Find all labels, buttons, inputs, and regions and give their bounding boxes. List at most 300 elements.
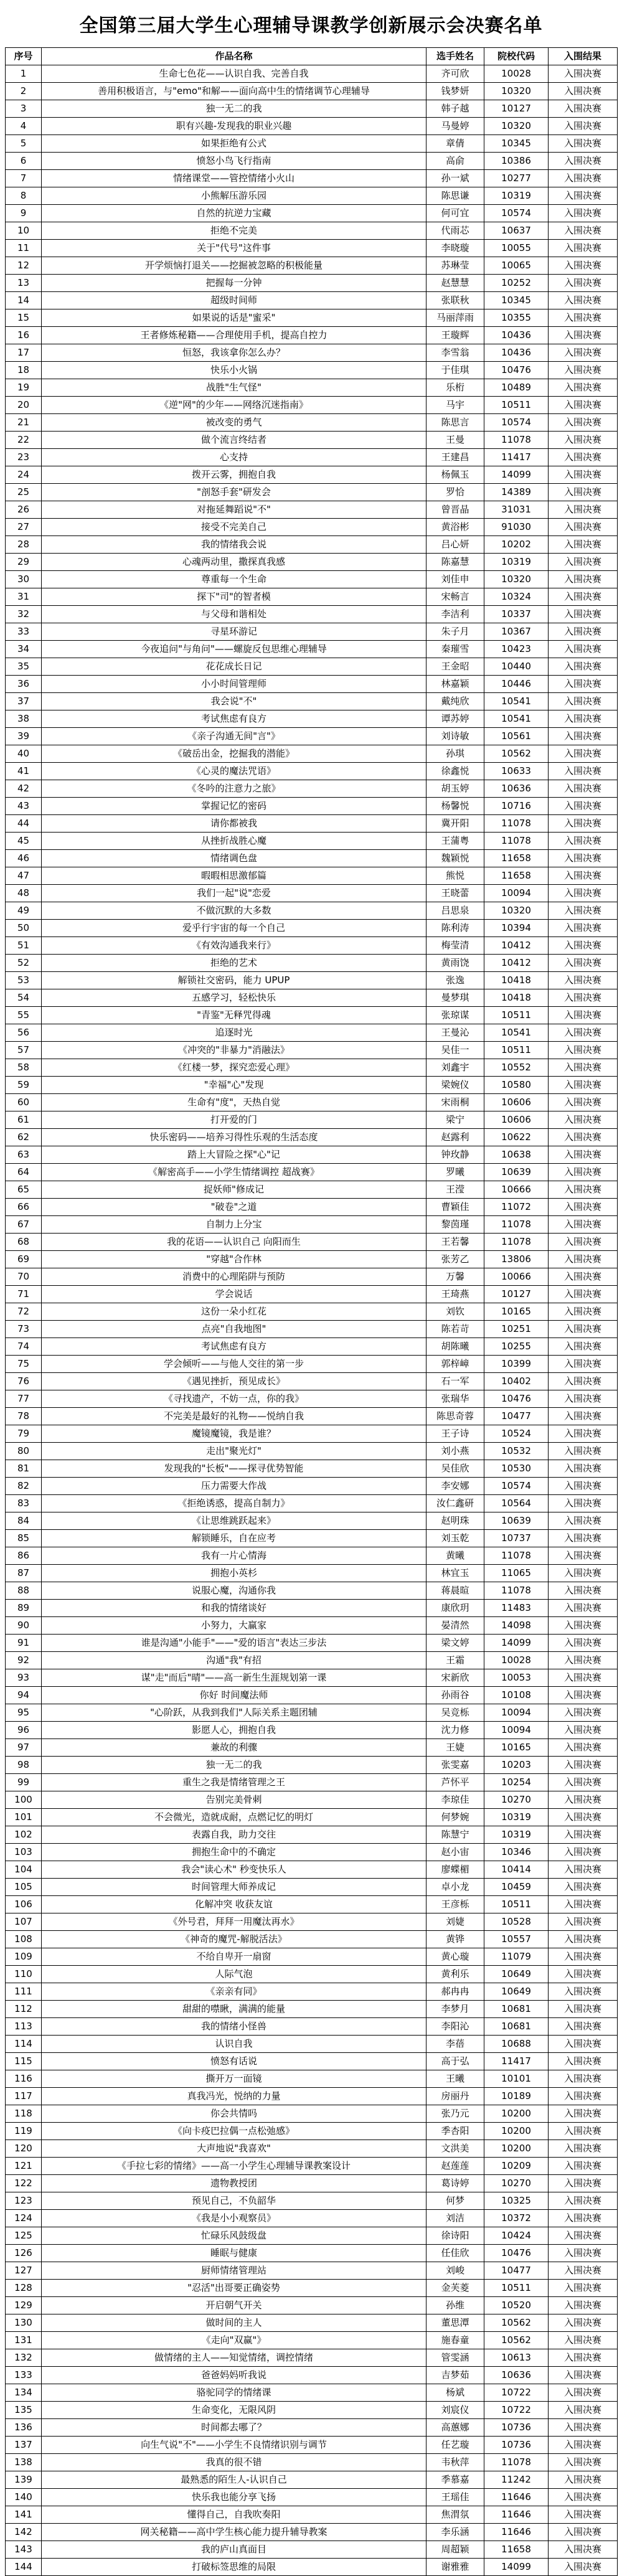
row-result: 入围决赛 bbox=[549, 1111, 618, 1129]
row-result: 入围决赛 bbox=[549, 2018, 618, 2036]
row-seq: 46 bbox=[6, 850, 42, 867]
row-result: 入围决赛 bbox=[549, 1565, 618, 1582]
table-row bbox=[6, 972, 618, 989]
row-seq: 134 bbox=[6, 2384, 42, 2402]
row-contestant: 王曼 bbox=[426, 432, 484, 449]
row-school-code: 10688 bbox=[484, 2036, 549, 2053]
row-work-title: 真我冯光，悦纳的力量 bbox=[42, 2088, 426, 2105]
row-work-title: 关于"代号"这件事 bbox=[42, 240, 426, 257]
row-school-code: 11078 bbox=[484, 2454, 549, 2471]
row-contestant: 吉梦茹 bbox=[426, 2367, 484, 2384]
row-contestant: 王曼沁 bbox=[426, 1024, 484, 1042]
row-school-code: 10736 bbox=[484, 2437, 549, 2454]
row-school-code: 11646 bbox=[484, 2489, 549, 2506]
row-work-title: 和我的情绪谈好 bbox=[42, 1600, 426, 1617]
row-school-code: 10270 bbox=[484, 1791, 549, 1809]
table-row bbox=[6, 658, 618, 676]
row-result: 入围决赛 bbox=[549, 2001, 618, 2018]
table-row bbox=[6, 1600, 618, 1617]
row-result: 入围决赛 bbox=[549, 2175, 618, 2192]
table-row bbox=[6, 2297, 618, 2314]
row-seq: 4 bbox=[6, 118, 42, 135]
row-school-code: 10200 bbox=[484, 2105, 549, 2123]
row-work-title: 爸爸妈妈听我说 bbox=[42, 2367, 426, 2384]
row-work-title: 寻星环游记 bbox=[42, 623, 426, 641]
row-work-title: 做时间的主人 bbox=[42, 2314, 426, 2332]
row-seq: 143 bbox=[6, 2541, 42, 2559]
table-row bbox=[6, 1181, 618, 1199]
row-contestant: 杨斌 bbox=[426, 2384, 484, 2402]
row-contestant: 孙雨谷 bbox=[426, 1687, 484, 1704]
row-seq: 126 bbox=[6, 2245, 42, 2262]
row-contestant: 张芳乙 bbox=[426, 1251, 484, 1268]
row-result: 入围决赛 bbox=[549, 484, 618, 501]
row-result: 入围决赛 bbox=[549, 2053, 618, 2070]
row-result: 入围决赛 bbox=[549, 554, 618, 571]
row-contestant: 宋新欣 bbox=[426, 1669, 484, 1687]
row-result: 入围决赛 bbox=[549, 815, 618, 833]
row-contestant: 王子诗 bbox=[426, 1425, 484, 1443]
row-school-code: 13806 bbox=[484, 1251, 549, 1268]
table-row bbox=[6, 519, 618, 536]
row-seq: 53 bbox=[6, 972, 42, 989]
row-seq: 75 bbox=[6, 1356, 42, 1373]
table-row bbox=[6, 902, 618, 920]
row-school-code: 10511 bbox=[484, 1007, 549, 1024]
row-work-title: 接受不完美自己 bbox=[42, 519, 426, 536]
row-school-code: 10574 bbox=[484, 205, 549, 222]
row-result: 入围决赛 bbox=[549, 885, 618, 902]
row-work-title: 花花成长日记 bbox=[42, 658, 426, 676]
row-seq: 63 bbox=[6, 1146, 42, 1164]
row-contestant: 吴竞栎 bbox=[426, 1704, 484, 1722]
row-contestant: 王瑶佳 bbox=[426, 2489, 484, 2506]
table-row bbox=[6, 571, 618, 588]
row-result: 入围决赛 bbox=[549, 414, 618, 432]
row-contestant: 李乐涵 bbox=[426, 2524, 484, 2541]
row-seq: 130 bbox=[6, 2314, 42, 2332]
row-seq: 128 bbox=[6, 2280, 42, 2297]
table-row bbox=[6, 763, 618, 780]
row-contestant: 熊悦 bbox=[426, 867, 484, 885]
row-seq: 11 bbox=[6, 240, 42, 257]
row-result: 入围决赛 bbox=[549, 1373, 618, 1390]
row-work-title: 打破标签思维的局限 bbox=[42, 2559, 426, 2576]
row-contestant: 乐桁 bbox=[426, 379, 484, 397]
row-contestant: 王曦 bbox=[426, 2070, 484, 2088]
row-result: 入围决赛 bbox=[549, 2367, 618, 2384]
row-contestant: 任艺璇 bbox=[426, 2437, 484, 2454]
table-row bbox=[6, 850, 618, 867]
row-seq: 138 bbox=[6, 2454, 42, 2471]
row-school-code: 10636 bbox=[484, 2367, 549, 2384]
row-contestant: 林宜玉 bbox=[426, 1565, 484, 1582]
row-result: 入围决赛 bbox=[549, 1059, 618, 1077]
row-seq: 25 bbox=[6, 484, 42, 501]
row-seq: 90 bbox=[6, 1617, 42, 1635]
row-work-title: 自制力上分宝 bbox=[42, 1216, 426, 1234]
row-seq: 82 bbox=[6, 1478, 42, 1495]
row-contestant: 王建昌 bbox=[426, 449, 484, 466]
row-result: 入围决赛 bbox=[549, 867, 618, 885]
row-school-code: 10414 bbox=[484, 1861, 549, 1879]
row-work-title: 《冲突的"非暴力"消融法》 bbox=[42, 1042, 426, 1059]
row-seq: 71 bbox=[6, 1286, 42, 1303]
row-seq: 136 bbox=[6, 2419, 42, 2437]
row-work-title: 你会共情吗 bbox=[42, 2105, 426, 2123]
row-seq: 34 bbox=[6, 641, 42, 658]
row-result: 入围决赛 bbox=[549, 327, 618, 344]
row-contestant: 文洪美 bbox=[426, 2140, 484, 2158]
row-work-title: 魔镜魔镜，我是谁？ bbox=[42, 1425, 426, 1443]
table-row bbox=[6, 135, 618, 153]
row-school-code: 11078 bbox=[484, 815, 549, 833]
row-school-code: 10722 bbox=[484, 2384, 549, 2402]
row-contestant: 王琦燕 bbox=[426, 1286, 484, 1303]
row-seq: 124 bbox=[6, 2210, 42, 2227]
row-seq: 109 bbox=[6, 1948, 42, 1966]
row-seq: 92 bbox=[6, 1652, 42, 1669]
row-result: 入围决赛 bbox=[549, 1338, 618, 1356]
row-seq: 108 bbox=[6, 1931, 42, 1948]
row-seq: 57 bbox=[6, 1042, 42, 1059]
row-work-title: 预见自己，不负韶华 bbox=[42, 2192, 426, 2210]
row-work-title: 尊重每一个生命 bbox=[42, 571, 426, 588]
row-contestant: 王婕 bbox=[426, 1739, 484, 1757]
row-school-code: 10345 bbox=[484, 292, 549, 309]
row-school-code: 11242 bbox=[484, 2471, 549, 2489]
row-seq: 127 bbox=[6, 2262, 42, 2280]
row-seq: 142 bbox=[6, 2524, 42, 2541]
row-result: 入围决赛 bbox=[549, 710, 618, 728]
table-row bbox=[6, 2541, 618, 2559]
table-row bbox=[6, 1460, 618, 1478]
row-school-code: 10319 bbox=[484, 187, 549, 205]
table-row bbox=[6, 2140, 618, 2158]
row-result: 入围决赛 bbox=[549, 2070, 618, 2088]
row-result: 入围决赛 bbox=[549, 2227, 618, 2245]
table-row bbox=[6, 2367, 618, 2384]
row-seq: 20 bbox=[6, 397, 42, 414]
row-work-title: "心阶跃，从我到我们"人际关系主题团辅 bbox=[42, 1704, 426, 1722]
row-work-title: 《破岳出金，挖掘我的潜能》 bbox=[42, 745, 426, 763]
row-seq: 141 bbox=[6, 2506, 42, 2524]
row-result: 入围决赛 bbox=[549, 1216, 618, 1234]
table-row bbox=[6, 536, 618, 554]
row-result: 入围决赛 bbox=[549, 2349, 618, 2367]
table-row bbox=[6, 1582, 618, 1600]
table-row bbox=[6, 414, 618, 432]
table-row bbox=[6, 588, 618, 606]
row-school-code: 11417 bbox=[484, 2053, 549, 2070]
row-school-code: 10681 bbox=[484, 2001, 549, 2018]
row-contestant: 吴佳一 bbox=[426, 1042, 484, 1059]
table-row bbox=[6, 1425, 618, 1443]
row-work-title: 独一无二的我 bbox=[42, 1757, 426, 1774]
row-school-code: 10277 bbox=[484, 170, 549, 187]
row-school-code: 14098 bbox=[484, 1617, 549, 1635]
row-school-code: 10202 bbox=[484, 536, 549, 554]
row-school-code: 10324 bbox=[484, 588, 549, 606]
row-school-code: 10127 bbox=[484, 1286, 549, 1303]
row-school-code: 11483 bbox=[484, 1600, 549, 1617]
table-row bbox=[6, 1913, 618, 1931]
table-row bbox=[6, 728, 618, 745]
row-school-code: 10561 bbox=[484, 728, 549, 745]
table-row bbox=[6, 1704, 618, 1722]
row-work-title: 探下"司"的智者模 bbox=[42, 588, 426, 606]
table-row bbox=[6, 2506, 618, 2524]
row-work-title: 打开爱的门 bbox=[42, 1111, 426, 1129]
row-school-code: 11658 bbox=[484, 867, 549, 885]
row-seq: 35 bbox=[6, 658, 42, 676]
row-result: 入围决赛 bbox=[549, 1948, 618, 1966]
row-contestant: 曼梦琪 bbox=[426, 989, 484, 1007]
row-school-code: 10319 bbox=[484, 554, 549, 571]
row-work-title: 不给自卑开一扇窗 bbox=[42, 1948, 426, 1966]
row-contestant: 张联秋 bbox=[426, 292, 484, 309]
row-work-title: 我会"读心术" 秒变快乐人 bbox=[42, 1861, 426, 1879]
row-result: 入围决赛 bbox=[549, 2471, 618, 2489]
row-school-code: 11079 bbox=[484, 1948, 549, 1966]
row-school-code: 10681 bbox=[484, 2018, 549, 2036]
row-school-code: 10394 bbox=[484, 920, 549, 937]
row-work-title: 说服心魔，沟通你我 bbox=[42, 1582, 426, 1600]
row-result: 入围决赛 bbox=[549, 1390, 618, 1408]
row-school-code: 10209 bbox=[484, 2158, 549, 2175]
row-school-code: 10355 bbox=[484, 309, 549, 327]
row-school-code: 10066 bbox=[484, 1268, 549, 1286]
row-school-code: 10532 bbox=[484, 1443, 549, 1460]
row-result: 入围决赛 bbox=[549, 344, 618, 362]
table-row bbox=[6, 2070, 618, 2088]
table-row bbox=[6, 1338, 618, 1356]
table-row bbox=[6, 1791, 618, 1809]
row-work-title: 《拒绝诱惑，提高自制力》 bbox=[42, 1495, 426, 1512]
row-seq: 17 bbox=[6, 344, 42, 362]
row-school-code: 10200 bbox=[484, 2123, 549, 2140]
row-result: 入围决赛 bbox=[549, 1478, 618, 1495]
row-work-title: 点亮"自我地图" bbox=[42, 1321, 426, 1338]
row-work-title: 影愿人心，拥抱自我 bbox=[42, 1722, 426, 1739]
table-row bbox=[6, 2559, 618, 2576]
table-row bbox=[6, 2402, 618, 2419]
row-work-title: 化解冲突 收获友谊 bbox=[42, 1896, 426, 1913]
row-result: 入围决赛 bbox=[549, 1617, 618, 1635]
row-work-title: 你好 时间魔法师 bbox=[42, 1687, 426, 1704]
row-result: 入围决赛 bbox=[549, 2314, 618, 2332]
row-school-code: 10319 bbox=[484, 1826, 549, 1844]
row-seq: 96 bbox=[6, 1722, 42, 1739]
table-row bbox=[6, 989, 618, 1007]
row-contestant: 董思潭 bbox=[426, 2314, 484, 2332]
row-seq: 29 bbox=[6, 554, 42, 571]
row-school-code: 10203 bbox=[484, 1757, 549, 1774]
row-contestant: 谭苏婷 bbox=[426, 710, 484, 728]
row-contestant: 钟玫静 bbox=[426, 1146, 484, 1164]
row-contestant: 吕心妍 bbox=[426, 536, 484, 554]
row-contestant: 季慕嘉 bbox=[426, 2471, 484, 2489]
row-result: 入围决赛 bbox=[549, 1861, 618, 1879]
row-seq: 107 bbox=[6, 1913, 42, 1931]
row-seq: 121 bbox=[6, 2158, 42, 2175]
row-contestant: 刘婕 bbox=[426, 1913, 484, 1931]
row-work-title: 愤怒小鸟飞行指南 bbox=[42, 153, 426, 170]
table-row bbox=[6, 885, 618, 902]
row-work-title: 生命七色花——认识自我、完善自我 bbox=[42, 65, 426, 83]
row-work-title: "剖怒手套"研发会 bbox=[42, 484, 426, 501]
row-result: 入围决赛 bbox=[549, 989, 618, 1007]
row-work-title: "忍活"出哥要正确姿势 bbox=[42, 2280, 426, 2297]
row-contestant: 苏琳莹 bbox=[426, 257, 484, 275]
row-work-title: 心支持 bbox=[42, 449, 426, 466]
row-contestant: 刘诗敏 bbox=[426, 728, 484, 745]
row-contestant: 罗曦 bbox=[426, 1164, 484, 1181]
row-result: 入围决赛 bbox=[549, 1652, 618, 1669]
row-school-code: 10476 bbox=[484, 2245, 549, 2262]
row-seq: 52 bbox=[6, 955, 42, 972]
row-contestant: 何梦 bbox=[426, 2192, 484, 2210]
row-contestant: 戴纯欣 bbox=[426, 693, 484, 710]
row-work-title: 认识自我 bbox=[42, 2036, 426, 2053]
row-work-title: 职有兴趣-发现我的职业兴趣 bbox=[42, 118, 426, 135]
row-work-title: 我会说"不" bbox=[42, 693, 426, 710]
row-result: 入围决赛 bbox=[549, 2210, 618, 2227]
row-result: 入围决赛 bbox=[549, 222, 618, 240]
row-seq: 93 bbox=[6, 1669, 42, 1687]
row-work-title: 《手拉七彩的情绪》——高一小学生心理辅导课教案设计 bbox=[42, 2158, 426, 2175]
row-seq: 54 bbox=[6, 989, 42, 1007]
row-school-code: 10564 bbox=[484, 1495, 549, 1512]
row-school-code: 10418 bbox=[484, 972, 549, 989]
row-work-title: 考试焦虑有良方 bbox=[42, 710, 426, 728]
row-work-title: 对拖延舞蹈说"不" bbox=[42, 501, 426, 519]
row-seq: 110 bbox=[6, 1966, 42, 1983]
row-work-title: 战胜"生气怪" bbox=[42, 379, 426, 397]
row-result: 入围决赛 bbox=[549, 972, 618, 989]
row-work-title: 王者修炼秘籍——合理使用手机，提高自控力 bbox=[42, 327, 426, 344]
row-school-code: 91030 bbox=[484, 519, 549, 536]
row-result: 入围决赛 bbox=[549, 902, 618, 920]
row-contestant: 黄曦 bbox=[426, 1547, 484, 1565]
row-seq: 104 bbox=[6, 1861, 42, 1879]
row-contestant: 周超颖 bbox=[426, 2541, 484, 2559]
row-school-code: 10346 bbox=[484, 1844, 549, 1861]
table-row bbox=[6, 1373, 618, 1390]
row-contestant: 杨馨悦 bbox=[426, 798, 484, 815]
row-work-title: 如果说的话是"蜜采" bbox=[42, 309, 426, 327]
table-row bbox=[6, 1669, 618, 1687]
row-school-code: 10477 bbox=[484, 2262, 549, 2280]
row-work-title: 拒绝不完美 bbox=[42, 222, 426, 240]
row-result: 入围决赛 bbox=[549, 2280, 618, 2297]
row-result: 入围决赛 bbox=[549, 1181, 618, 1199]
table-row bbox=[6, 1286, 618, 1303]
table-row bbox=[6, 100, 618, 118]
table-row bbox=[6, 118, 618, 135]
row-seq: 49 bbox=[6, 902, 42, 920]
table-header-row bbox=[6, 48, 618, 65]
row-school-code: 10418 bbox=[484, 989, 549, 1007]
table-row bbox=[6, 170, 618, 187]
row-result: 入围决赛 bbox=[549, 257, 618, 275]
row-result: 入围决赛 bbox=[549, 833, 618, 850]
table-row bbox=[6, 2384, 618, 2402]
row-seq: 58 bbox=[6, 1059, 42, 1077]
table-row bbox=[6, 466, 618, 484]
row-contestant: 刘洁 bbox=[426, 2210, 484, 2227]
row-work-title: 《神奇的魔咒-解脱活法》 bbox=[42, 1931, 426, 1948]
row-school-code: 10386 bbox=[484, 153, 549, 170]
row-school-code: 10606 bbox=[484, 1111, 549, 1129]
row-result: 入围决赛 bbox=[549, 1913, 618, 1931]
table-row bbox=[6, 2123, 618, 2140]
row-work-title: 被改变的勇气 bbox=[42, 414, 426, 432]
row-result: 入围决赛 bbox=[549, 2262, 618, 2280]
table-row bbox=[6, 1268, 618, 1286]
row-result: 入围决赛 bbox=[549, 1146, 618, 1164]
row-result: 入围决赛 bbox=[549, 920, 618, 937]
row-seq: 72 bbox=[6, 1303, 42, 1321]
row-school-code: 11078 bbox=[484, 1234, 549, 1251]
row-school-code: 10320 bbox=[484, 902, 549, 920]
row-school-code: 10200 bbox=[484, 2140, 549, 2158]
row-seq: 42 bbox=[6, 780, 42, 798]
table-row bbox=[6, 1530, 618, 1547]
row-work-title: "破卷"之道 bbox=[42, 1199, 426, 1216]
row-result: 入围决赛 bbox=[549, 2332, 618, 2349]
row-result: 入围决赛 bbox=[549, 1547, 618, 1565]
row-school-code: 10666 bbox=[484, 1181, 549, 1199]
table-row bbox=[6, 1617, 618, 1635]
row-school-code: 10423 bbox=[484, 641, 549, 658]
row-school-code: 10528 bbox=[484, 1913, 549, 1931]
row-work-title: 做情绪的主人——知觉情绪，调控情绪 bbox=[42, 2349, 426, 2367]
table-row bbox=[6, 344, 618, 362]
row-contestant: 李梦月 bbox=[426, 2001, 484, 2018]
row-seq: 119 bbox=[6, 2123, 42, 2140]
row-work-title: 快乐我也能分享飞扬 bbox=[42, 2489, 426, 2506]
table-row bbox=[6, 205, 618, 222]
row-seq: 14 bbox=[6, 292, 42, 309]
row-school-code: 10716 bbox=[484, 798, 549, 815]
row-contestant: 黄浴彬 bbox=[426, 519, 484, 536]
row-contestant: 黄铧 bbox=[426, 1931, 484, 1948]
row-result: 入围决赛 bbox=[549, 1826, 618, 1844]
row-result: 入围决赛 bbox=[549, 2140, 618, 2158]
row-work-title: 学会倾听——与他人交往的第一步 bbox=[42, 1356, 426, 1373]
row-result: 入围决赛 bbox=[549, 1077, 618, 1094]
table-row bbox=[6, 362, 618, 379]
row-result: 入围决赛 bbox=[549, 1408, 618, 1425]
row-work-title: 情绪调色盘 bbox=[42, 850, 426, 867]
table-row bbox=[6, 2227, 618, 2245]
row-work-title: 拨开云雾，拥抱自我 bbox=[42, 466, 426, 484]
row-contestant: 刘鑫宇 bbox=[426, 1059, 484, 1077]
row-seq: 106 bbox=[6, 1896, 42, 1913]
row-seq: 139 bbox=[6, 2471, 42, 2489]
row-school-code: 11658 bbox=[484, 2541, 549, 2559]
row-result: 入围决赛 bbox=[549, 2384, 618, 2402]
row-school-code: 10638 bbox=[484, 1146, 549, 1164]
row-seq: 47 bbox=[6, 867, 42, 885]
row-work-title: "穿越"合作林 bbox=[42, 1251, 426, 1268]
row-school-code: 10412 bbox=[484, 955, 549, 972]
row-result: 入围决赛 bbox=[549, 205, 618, 222]
row-contestant: 康欣玥 bbox=[426, 1600, 484, 1617]
row-contestant: 高俞 bbox=[426, 153, 484, 170]
row-contestant: 张雯嘉 bbox=[426, 1757, 484, 1774]
